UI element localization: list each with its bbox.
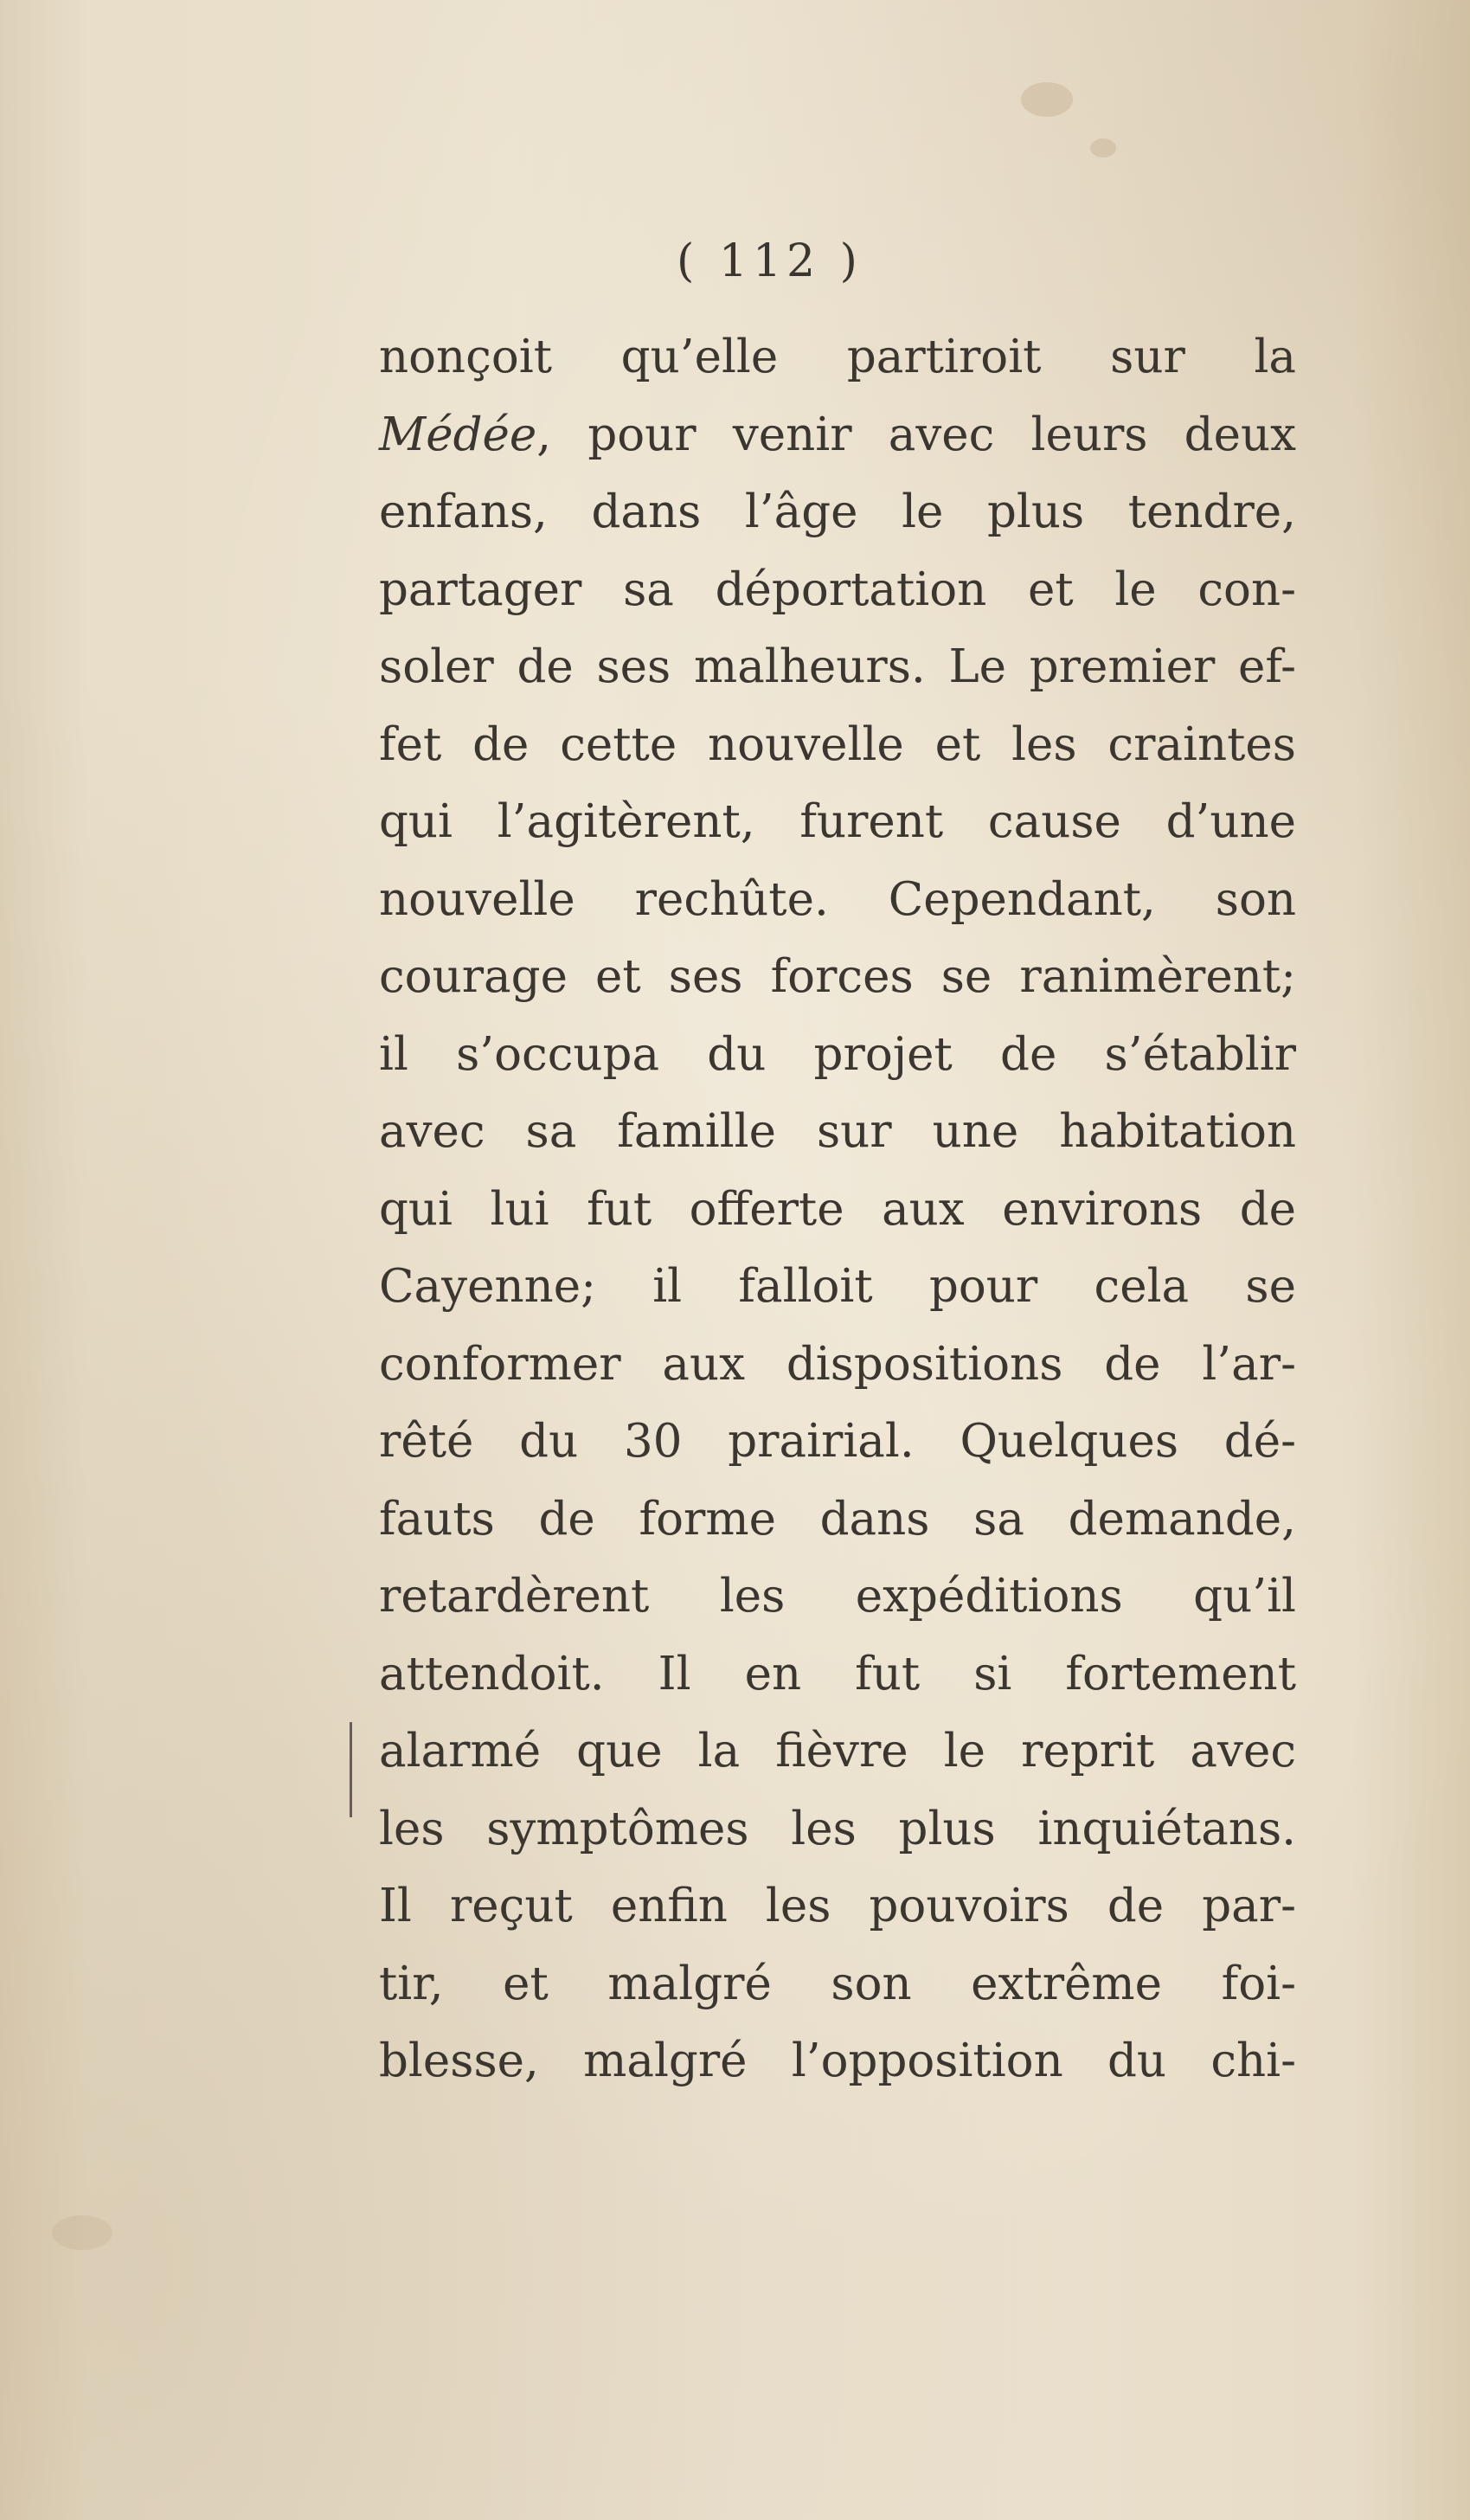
text-line: fauts de forme dans sa demande,	[379, 1492, 1296, 1546]
text-line: blesse, malgré l’opposition du chi-	[379, 2035, 1296, 2087]
text-line: tir, et malgré son extrême foi-	[379, 1957, 1296, 2010]
foxing-spot	[52, 2215, 112, 2250]
text-line: alarmé que la fièvre le reprit avec	[379, 1725, 1296, 1778]
italic-ship-name: Médée	[379, 408, 537, 461]
page-number: ( 112 )	[677, 235, 863, 287]
text-line: les symptômes les plus inquiétans.	[379, 1802, 1296, 1855]
text-line: conformer aux dispositions de l’ar-	[379, 1337, 1296, 1391]
text-line: partager sa déportation et le con-	[379, 562, 1296, 616]
body-text	[379, 318, 1296, 2100]
text-line: soler de ses malheurs. Le premier ef-	[379, 640, 1296, 693]
text-line: qui lui fut offerte aux environs de	[379, 1182, 1296, 1236]
text-line: nouvelle rechûte. Cependant, son	[379, 872, 1296, 926]
text-line: il s’occupa du projet de s’établir	[379, 1027, 1296, 1081]
text-line: avec sa famille sur une habitation	[379, 1105, 1296, 1158]
foxing-spot	[1021, 82, 1073, 117]
text-line-rest: , pour venir avec leurs deux	[536, 408, 1296, 461]
text-line: Cayenne; il falloit pour cela se	[379, 1260, 1296, 1313]
text-line: attendoit. Il en fut si fortement	[379, 1647, 1296, 1700]
text-line	[379, 396, 1296, 474]
text-line: enfans, dans l’âge le plus tendre,	[379, 485, 1296, 538]
text-line: nonçoit qu’elle partiroit sur la	[379, 331, 1296, 383]
text-line: fet de cette nouvelle et les craintes	[379, 717, 1296, 771]
margin-pencil-mark	[350, 1722, 352, 1817]
text-line: courage et ses forces se ranimèrent;	[379, 950, 1296, 1003]
text-line: Il reçut enfin les pouvoirs de par-	[379, 1880, 1296, 1932]
text-line: qui l’agitèrent, furent cause d’une	[379, 795, 1296, 848]
text-line: retardèrent les expéditions qu’il	[379, 1570, 1296, 1623]
text-line: rêté du 30 prairial. Quelques dé-	[379, 1415, 1296, 1468]
foxing-spot	[1090, 138, 1116, 158]
